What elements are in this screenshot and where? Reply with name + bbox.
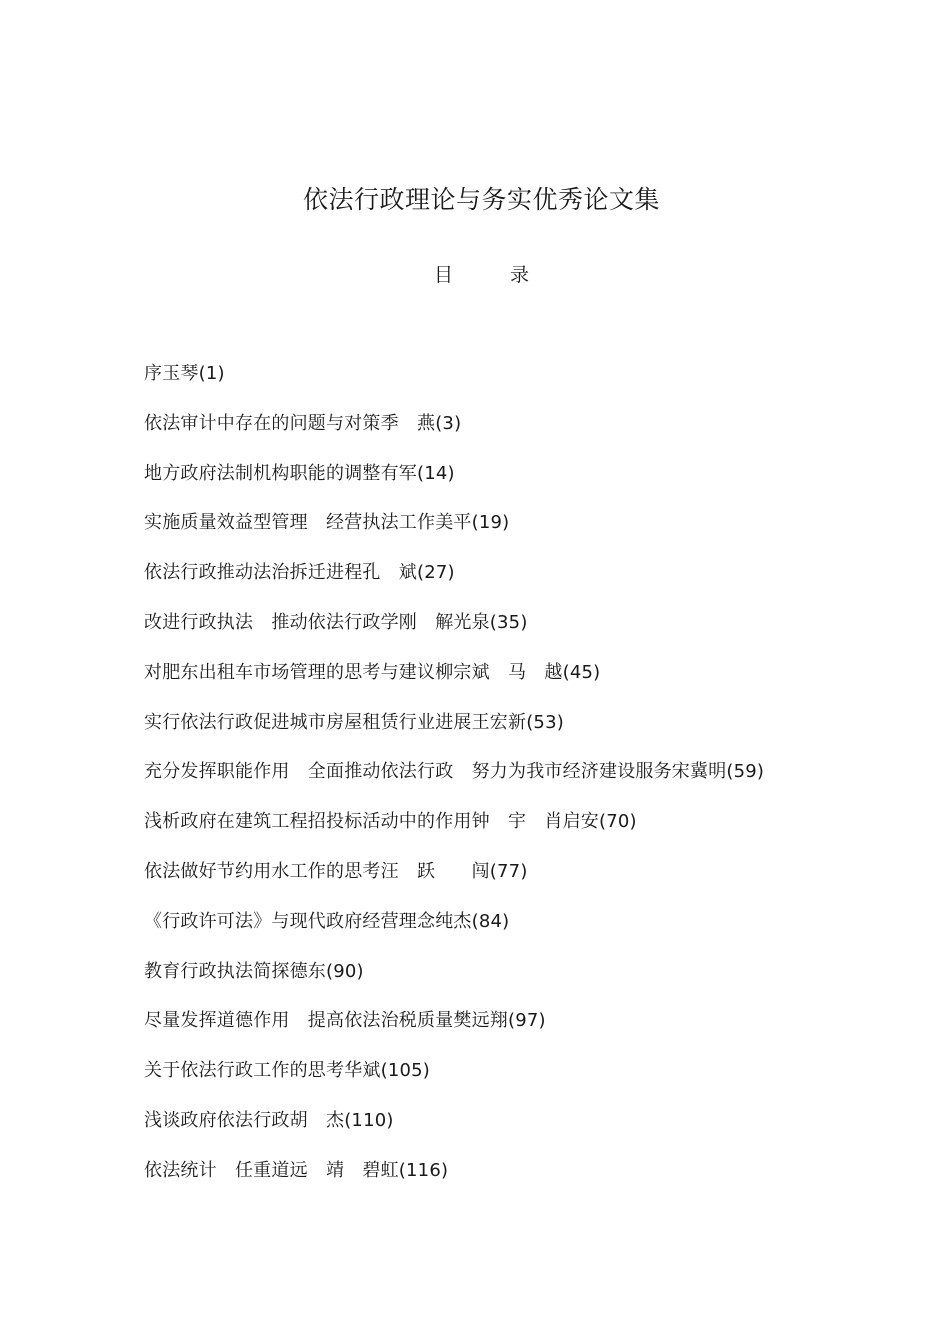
toc-entry: 实行依法行政促进城市房屋租赁行业进展王宏新(53) <box>144 711 564 733</box>
toc-entry: 浅谈政府依法行政胡 杰(110) <box>144 1109 394 1131</box>
toc-entry: 实施质量效益型管理 经营执法工作美平(19) <box>144 512 510 534</box>
toc-entry: 尽量发挥道德作用 提高依法治税质量樊远翔(97) <box>144 1010 546 1032</box>
toc-entry: 关于依法行政工作的思考华斌(105) <box>144 1060 430 1082</box>
toc-entry: 依法行政推动法治拆迁进程孔 斌(27) <box>144 562 455 584</box>
toc-entry: 《行政许可法》与现代政府经营理念纯杰(84) <box>144 910 510 932</box>
toc-entry: 教育行政执法简探德东(90) <box>144 960 364 982</box>
toc-entry: 依法统计 任重道远 靖 碧虹(116) <box>144 1159 449 1181</box>
toc-entry: 改进行政执法 推动依法行政学刚 解光泉(35) <box>144 611 528 633</box>
toc-entry: 地方政府法制机构职能的调整有军(14) <box>144 462 455 484</box>
toc-heading: 目 录 <box>433 264 529 286</box>
toc-entry: 序玉琴(1) <box>144 363 225 384</box>
toc-entry: 对肥东出租车市场管理的思考与建议柳宗斌 马 越(45) <box>144 661 601 683</box>
toc-entry: 依法做好节约用水工作的思考汪 跃 闯(77) <box>144 860 528 882</box>
table-of-contents <box>144 361 924 1208</box>
toc-entry: 浅析政府在建筑工程招投标活动中的作用钟 宇 肖启安(70) <box>144 811 637 833</box>
toc-entry: 充分发挥职能作用 全面推动依法行政 努力为我市经济建设服务宋冀明(59) <box>144 761 765 783</box>
toc-entry: 依法审计中存在的问题与对策季 燕(3) <box>144 412 462 434</box>
document-title: 依法行政理论与务实优秀论文集 <box>302 185 660 214</box>
